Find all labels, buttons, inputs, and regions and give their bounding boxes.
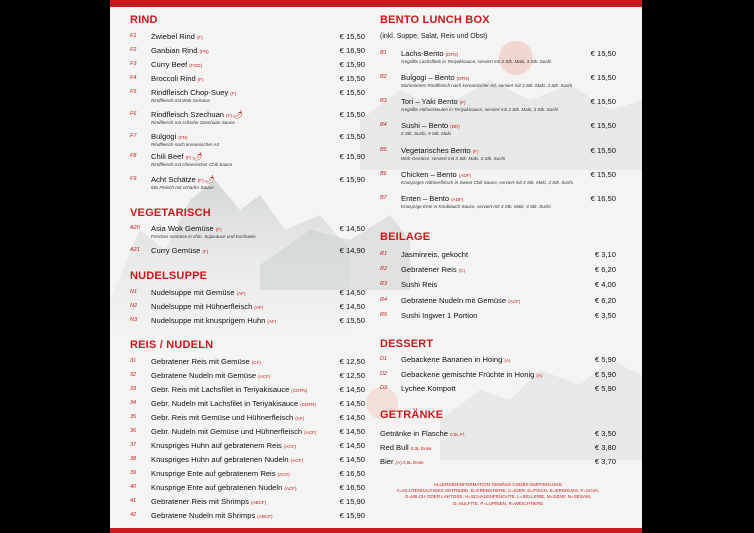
item-price: € 3,10 [594, 250, 616, 259]
chili-icon: 🌶 [204, 175, 215, 184]
item-name [401, 280, 437, 289]
item-number: D2 [380, 371, 388, 377]
item-price: € 15,50 [339, 132, 365, 141]
item-number: N2 [130, 303, 138, 309]
item-number: 35 [130, 414, 137, 420]
item-description: Gegrillte Lachsfilets in Teriyakisauce, serviert mit 3 Stk. Maki, 3 Stk. Sushi [401, 59, 552, 64]
item-name [151, 483, 297, 492]
item-name-text: Knuspriges Huhn auf gebratenen Nudeln [151, 455, 289, 464]
item-number: 37 [130, 442, 137, 448]
item-name [151, 224, 222, 233]
item-price: € 3,80 [594, 443, 616, 452]
allergen-code: (ACF) [304, 430, 317, 435]
item-price: € 5,90 [594, 355, 616, 364]
item-number: F5 [130, 89, 137, 95]
item-name-text: Nudelsuppe mit Gemüse [151, 288, 235, 297]
item-price: € 15,50 [339, 110, 365, 119]
item-name [151, 246, 208, 255]
item-price: € 15,50 [339, 316, 365, 325]
item-name-text: Broccoli Rind [151, 74, 196, 83]
item-name [151, 46, 209, 55]
item-name-text: Sushi – Bento [401, 121, 449, 130]
item-name-text: Tori – Yaki Bento [401, 97, 458, 106]
item-name [151, 441, 296, 450]
item-price: € 15,50 [590, 170, 616, 179]
item-number: A20 [130, 225, 140, 231]
item-name-text: Bulgogi – Bento [401, 73, 455, 82]
item-name-text: Vegetarisches Bento [401, 146, 471, 155]
allergen-code: (ACF) [284, 486, 297, 491]
item-price: € 15,50 [590, 121, 616, 130]
item-name [151, 32, 203, 41]
item-price: € 15,50 [590, 49, 616, 58]
item-name [151, 88, 236, 97]
item-name [401, 296, 520, 305]
allergen-code: (F) [197, 77, 204, 82]
item-number: R1 [380, 251, 388, 257]
item-description: Rindfleisch mit chinesischer Chili Sauce [151, 162, 233, 167]
item-price: € 15,90 [339, 152, 365, 161]
allergen-code: (F) [472, 149, 479, 154]
item-price: € 16,50 [339, 483, 365, 492]
item-name-text: Gebratene Nudeln mit Gemüse [401, 296, 507, 305]
section-title-dessert: DESSERT [380, 338, 434, 350]
allergen-code: (F) [226, 113, 232, 118]
item-name-text: Bulgogi [151, 132, 177, 141]
item-name-text: Gebr. Reis mit Gemüse und Hühnerfleisch [151, 413, 294, 422]
item-name-text: Nudelsuppe mit Hühnerfleisch [151, 302, 253, 311]
allergen-code: 0,3L Dose [410, 446, 432, 451]
item-description: Gegrillte Hühnerkeulen in Teriyakisauce, serviert mit 3 Stk. Maki, 3 Stk. Sushi [401, 107, 559, 112]
section-title-vegetarisch: VEGETARISCH [130, 207, 211, 219]
item-price: € 14,50 [339, 399, 365, 408]
item-number: F6 [130, 111, 137, 117]
bottom-red-bar [110, 528, 642, 533]
allergen-code: (F) [230, 91, 237, 96]
item-number: D3 [380, 385, 388, 391]
item-name-text: Rindfleisch Szechuan [151, 110, 225, 119]
allergen-code: (ACF) [290, 458, 303, 463]
item-name-text: Knusprige Ente auf gebratenem Reis [151, 469, 276, 478]
allergen-code: (ABCF) [250, 500, 267, 505]
item-price: € 15,90 [339, 60, 365, 69]
item-name-text: Knusprige Ente auf gebratenen Nudeln [151, 483, 283, 492]
item-number: N3 [130, 317, 138, 323]
item-number: 31 [130, 358, 137, 364]
item-number: F9 [130, 176, 137, 182]
item-name [151, 371, 270, 380]
allergen-code: (A) [504, 358, 511, 363]
item-price: € 15,50 [339, 32, 365, 41]
item-name-text: Red Bull [380, 443, 409, 452]
item-number: D1 [380, 356, 388, 362]
allergen-code: (CF) [295, 416, 305, 421]
item-name [151, 152, 203, 161]
item-number: N1 [130, 289, 138, 295]
item-name-text: Knuspriges Huhn auf gebratenem Reis [151, 441, 282, 450]
item-name [151, 316, 276, 325]
section-title-nudelsuppe: NUDELSUPPE [130, 270, 208, 282]
item-number: 38 [130, 456, 137, 462]
item-name [401, 146, 479, 155]
item-price: € 16,90 [339, 46, 365, 55]
item-price: € 15,90 [339, 497, 365, 506]
item-number: F3 [130, 61, 137, 67]
item-description: Rindfleisch mit scharfer Szechuan Sauce [151, 120, 235, 125]
allergen-code: (AF) [236, 291, 246, 296]
item-description: Wok-Gemüse, serviert mit 3 Stk. Maki, 3 Stk. Sushi [401, 156, 506, 161]
item-name [151, 427, 316, 436]
item-name-text: Gebratene Nudeln mit Gemüse [151, 371, 257, 380]
item-price: € 5,90 [594, 370, 616, 379]
item-name [151, 110, 243, 119]
item-price: € 14,50 [339, 413, 365, 422]
item-price: € 14,50 [339, 455, 365, 464]
item-price: € 14,50 [339, 224, 365, 233]
item-number: B1 [380, 50, 387, 56]
item-name [151, 385, 307, 394]
allergen-code: (ACF) [508, 299, 521, 304]
item-description: Rindfleisch nach koreanischer Art [151, 142, 220, 147]
item-price: € 15,90 [339, 175, 365, 184]
item-name-text: Jasminreis, gekocht [401, 250, 469, 259]
allergen-code: (ADF) [451, 197, 464, 202]
item-number: B5 [380, 147, 387, 153]
item-number: R2 [380, 266, 388, 272]
allergen-line2: G=MILCH ODER LAKTOSE, H=SCHALENFRÜCHTE, L=SELLERIE, M=SENF, N=SESAM, [404, 494, 592, 500]
item-price: € 15,50 [590, 73, 616, 82]
item-name-text: Asia Wok Gemüse [151, 224, 214, 233]
item-name [401, 170, 471, 179]
item-number: B7 [380, 195, 387, 201]
item-price: € 16,50 [339, 469, 365, 478]
item-name [401, 97, 466, 106]
item-name [401, 265, 465, 274]
item-name-text: Gebratener Reis [401, 265, 457, 274]
allergen-code: (FGD) [189, 63, 203, 68]
item-number: 36 [130, 428, 137, 434]
item-price: € 14,50 [339, 427, 365, 436]
item-number: 40 [130, 484, 137, 490]
item-number: 41 [130, 498, 137, 504]
item-price: € 15,90 [339, 511, 365, 520]
item-name-text: Bier [380, 457, 394, 466]
section-title-beilage: BEILAGE [380, 231, 431, 243]
item-price: € 15,50 [339, 74, 365, 83]
item-name [151, 399, 316, 408]
section-title-reis: REIS / NUDELN [130, 339, 214, 351]
allergen-code: (BD) [450, 124, 460, 129]
item-name [401, 250, 468, 259]
allergen-code: (ACF) [283, 444, 297, 449]
item-name-text: Sushi Ingwer 1 Portion [401, 311, 478, 320]
allergen-code: (F) [197, 178, 204, 183]
item-name [401, 355, 510, 364]
item-price: € 5,90 [594, 384, 616, 393]
item-name [151, 413, 304, 422]
item-name-text: Gebr. Reis mit Lachsfilet in Teriyakisauce [151, 385, 290, 394]
item-number: B3 [380, 98, 387, 104]
item-number: B6 [380, 171, 387, 177]
item-price: € 3,50 [594, 429, 616, 438]
allergen-code: (FN) [199, 49, 209, 54]
item-price: € 6,20 [594, 265, 616, 274]
allergen-code: (CF) [251, 360, 261, 365]
item-name-text: Zwiebel Rind [151, 32, 195, 41]
item-name [401, 311, 477, 320]
item-name [151, 60, 202, 69]
item-name-text: Curry Gemüse [151, 246, 201, 255]
allergen-code: (AF) [267, 319, 277, 324]
item-name [401, 49, 458, 58]
allergen-code: (CDFN) [291, 388, 308, 393]
allergen-code: (ABCF) [257, 514, 273, 519]
allergen-line1: A=GLUTENHALTIGES GETREIDE, B=KREBSTIERE, C=EIER, D=FISCH, E=ERDNUSS, F=SOJA, [396, 488, 600, 494]
item-number: A21 [130, 247, 140, 253]
item-name-text: Gebr. Nudeln mit Gemüse und Hühnerfleisch [151, 427, 303, 436]
allergen-code: 0,5L Fl. [449, 432, 466, 437]
item-description: Frisches Gemüse in chin. Sojasauce und Kochwein [151, 234, 256, 239]
item-name [151, 132, 188, 141]
item-name [380, 457, 424, 466]
item-name [151, 74, 204, 83]
item-price: € 16,50 [590, 194, 616, 203]
allergen-info [380, 482, 616, 507]
item-name [151, 511, 273, 520]
item-name-text: Acht Schätze [151, 175, 196, 184]
item-price: € 14,50 [339, 302, 365, 311]
item-name [151, 288, 246, 297]
item-name-text: Chicken – Bento [401, 170, 457, 179]
allergen-code: (ACF) [277, 472, 290, 477]
item-price: € 14,50 [339, 385, 365, 394]
item-name [151, 357, 261, 366]
item-price: € 3,70 [594, 457, 616, 466]
allergen-code: (A) [536, 373, 543, 378]
item-price: € 15,50 [590, 146, 616, 155]
item-number: F2 [130, 47, 137, 53]
item-name-text: Lachs-Bento [401, 49, 444, 58]
bento-subtitle: (inkl. Suppe, Salat, Reis und Obst) [380, 33, 488, 40]
allergen-code: (F) [185, 155, 192, 160]
item-name-text: Chili Beef [151, 152, 184, 161]
allergen-code: (F) [196, 35, 203, 40]
item-number: B2 [380, 74, 387, 80]
item-name-text: Ganbian Rind [151, 46, 198, 55]
item-name [151, 455, 303, 464]
section-title-bento: BENTO LUNCH BOX [380, 14, 490, 26]
allergen-code: (F) [215, 227, 222, 232]
item-name-text: Enten – Bento [401, 194, 450, 203]
item-name-text: Gebratene Nudeln mit Shrimps [151, 511, 256, 520]
item-number: 39 [130, 470, 137, 476]
item-name [151, 469, 290, 478]
chili-icon: 🌶 [192, 152, 203, 161]
allergen-code: (C) [458, 268, 466, 273]
item-price: € 4,00 [594, 280, 616, 289]
allergen-code: (ACF) [258, 374, 271, 379]
item-price: € 12,50 [339, 357, 365, 366]
item-name [401, 384, 456, 393]
item-name [380, 443, 431, 452]
allergen-code: (AF) [254, 305, 264, 310]
item-number: R3 [380, 281, 388, 287]
item-name-text: Gebratener Reis mit Shrimps [151, 497, 249, 506]
item-description: 6 Stk. Sushi, 9 Stk. Maki [401, 131, 451, 136]
item-number: R4 [380, 297, 388, 303]
allergen-code: (FN) [178, 135, 188, 140]
item-description: Mix Fleisch mit scharfer Sauce [151, 185, 214, 190]
item-name [401, 194, 463, 203]
item-number: F1 [130, 33, 137, 39]
item-price: € 15,50 [590, 97, 616, 106]
item-number: F4 [130, 75, 137, 81]
section-title-getraenke: GETRÄNKE [380, 409, 444, 421]
item-name [151, 302, 263, 311]
item-number: 32 [130, 372, 137, 378]
item-name [151, 175, 215, 184]
item-number: 33 [130, 386, 137, 392]
item-name-text: Lychee Kompott [401, 384, 456, 393]
item-name-text: Gebratener Reis mit Gemüse [151, 357, 250, 366]
allergen-code: (DFN) [456, 76, 470, 81]
item-name-text: Gebackene gemischte Früchte in Honig [401, 370, 535, 379]
allergen-code: (F) [202, 249, 209, 254]
item-number: 34 [130, 400, 137, 406]
section-title-rind: RIND [130, 14, 158, 26]
item-price: € 12,50 [339, 371, 365, 380]
allergen-code: (DFN) [445, 52, 459, 57]
item-name-text: Gebackene Bananen in Hoing [401, 355, 503, 364]
item-number: F7 [130, 133, 137, 139]
item-name-text: Gebr. Nudeln mit Lachsfilet in Teriyakisauce [151, 399, 299, 408]
menu-page [110, 0, 642, 533]
item-name-text: Sushi Reis [401, 280, 438, 289]
item-price: € 6,20 [594, 296, 616, 305]
allergen-code: (F) [459, 100, 466, 105]
item-price: € 14,50 [339, 441, 365, 450]
item-description: Knuspriges Hühnerfleisch in Sweet Chili Sauce, serviert mit 3 Stk. Maki, 3 Stk. Sushi [401, 180, 573, 185]
allergen-code: (CDFN) [300, 402, 316, 407]
item-number: R5 [380, 312, 388, 318]
allergen-title: ALLERGENINFORMATION GEMÄSS CODEX-EMPFEHLUNG [433, 482, 563, 487]
item-price: € 3,50 [594, 311, 616, 320]
item-name-text: Nudelsuppe mit knusprigem Huhn [151, 316, 266, 325]
item-number: B4 [380, 122, 387, 128]
item-name [380, 429, 465, 438]
item-description: Rindfleisch mit Wok Gemüse [151, 98, 210, 103]
item-number: 42 [130, 512, 137, 518]
chili-icon: 🌶 [232, 110, 244, 119]
item-price: € 14,90 [339, 246, 365, 255]
item-name-text: Getränke in Flasche [380, 429, 448, 438]
item-name [401, 73, 469, 82]
item-number: F8 [130, 153, 137, 159]
allergen-line3: O=SULFITE, P=LUPINEN, R=WEICHTIERE [452, 500, 544, 506]
item-name [401, 121, 460, 130]
item-name-text: Rindfleisch Chop-Suey [151, 88, 229, 97]
item-price: € 14,50 [339, 288, 365, 297]
item-name [401, 370, 543, 379]
item-description: Marinniertes Rindfleisch nach koreanischer Art, serviert mit 3 Stk. Maki, 3 Stk. Sushi [401, 83, 572, 88]
item-name [151, 497, 266, 506]
allergen-code: (A) 0,5L Dose [395, 460, 424, 465]
item-description: Knusprige Ente in Knoblauch Sauce, serviert mit 3 Stk. Maki, 3 Stk. Sushi [401, 204, 551, 209]
item-name-text: Curry Beef [151, 60, 188, 69]
allergen-code: (ADF) [458, 173, 471, 178]
item-price: € 15,50 [339, 88, 365, 97]
